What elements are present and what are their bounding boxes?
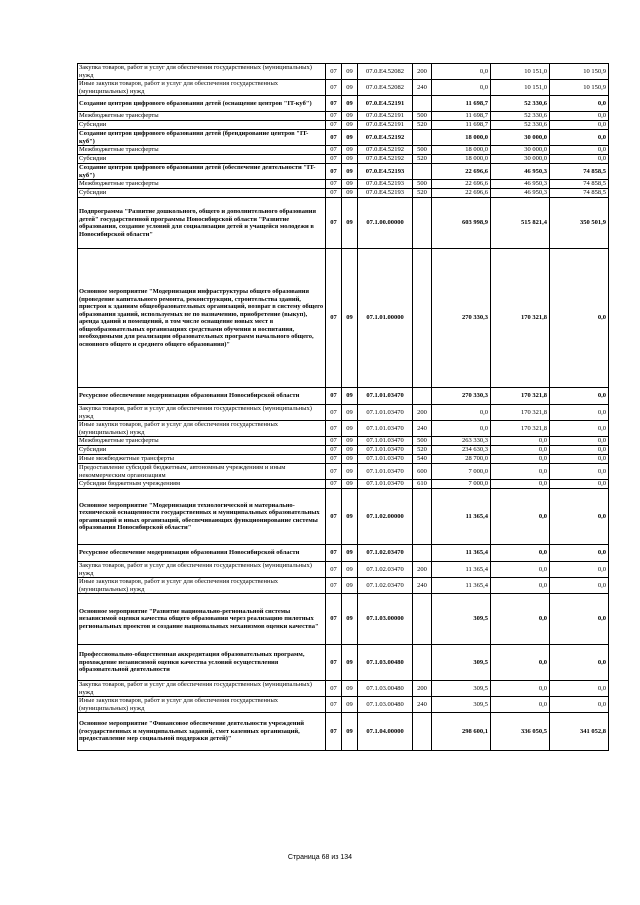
row-amount-2: 52 330,6 <box>491 121 550 130</box>
row-target-code: 07.1.01.03470 <box>358 405 413 421</box>
row-target-code: 07.0.E4.52191 <box>358 112 413 121</box>
row-subsection: 09 <box>342 437 358 446</box>
row-expense-type <box>413 545 432 562</box>
row-name: Межбюджетные трансферты <box>78 437 326 446</box>
row-section: 07 <box>326 121 342 130</box>
row-amount-3: 0,0 <box>550 130 609 146</box>
row-name: Иные закупки товаров, работ и услуг для обеспечения государственных (муниципальных) нужд <box>78 80 326 96</box>
row-target-code: 07.1.01.03470 <box>358 437 413 446</box>
row-expense-type: 200 <box>413 64 432 80</box>
table-row <box>78 464 609 480</box>
row-target-code: 07.1.01.00000 <box>358 249 413 388</box>
row-amount-2: 170 321,8 <box>491 421 550 437</box>
row-subsection: 09 <box>342 388 358 405</box>
row-amount-2: 0,0 <box>491 681 550 697</box>
row-target-code: 07.1.04.00000 <box>358 713 413 751</box>
row-amount-1: 11 365,4 <box>432 578 491 594</box>
row-amount-1: 0,0 <box>432 64 491 80</box>
row-name: Закупка товаров, работ и услуг для обеспечения государственных (муниципальных) нужд <box>78 562 326 578</box>
row-name: Профессионально-общественная аккредитация образовательных программ, прохождение независимой оценки качества условий осуществления образовательной деятельности <box>78 645 326 681</box>
row-amount-2: 170 321,8 <box>491 405 550 421</box>
table-row <box>78 681 609 697</box>
row-name: Закупка товаров, работ и услуг для обеспечения государственных (муниципальных) нужд <box>78 405 326 421</box>
row-subsection: 09 <box>342 645 358 681</box>
row-amount-2: 52 330,6 <box>491 112 550 121</box>
row-target-code: 07.1.02.00000 <box>358 489 413 545</box>
row-expense-type: 200 <box>413 562 432 578</box>
row-subsection: 09 <box>342 164 358 180</box>
row-section: 07 <box>326 446 342 455</box>
row-name: Создание центров цифрового образования детей (обеспечение деятельности "IT-куб") <box>78 164 326 180</box>
row-section: 07 <box>326 578 342 594</box>
row-amount-1: 309,5 <box>432 594 491 645</box>
table-row <box>78 249 609 388</box>
table-row <box>78 112 609 121</box>
table-row <box>78 80 609 96</box>
row-amount-3: 0,0 <box>550 578 609 594</box>
row-subsection: 09 <box>342 697 358 713</box>
row-section: 07 <box>326 480 342 489</box>
row-subsection: 09 <box>342 562 358 578</box>
row-subsection: 09 <box>342 681 358 697</box>
row-amount-1: 298 600,1 <box>432 713 491 751</box>
row-amount-2: 30 000,0 <box>491 130 550 146</box>
row-section: 07 <box>326 645 342 681</box>
table-row <box>78 180 609 189</box>
table-row <box>78 455 609 464</box>
row-expense-type: 240 <box>413 578 432 594</box>
row-amount-3: 74 858,5 <box>550 189 609 198</box>
row-amount-2: 30 000,0 <box>491 155 550 164</box>
row-amount-3: 0,0 <box>550 480 609 489</box>
row-amount-2: 0,0 <box>491 645 550 681</box>
row-name: Создание центров цифрового образования детей (брендирование центров "IT-куб") <box>78 130 326 146</box>
row-expense-type: 240 <box>413 697 432 713</box>
row-name: Основное мероприятие "Развитие национально-региональной системы независимой оценки качества общего образования через реализацию пилотных региональных проектов и создание национальных механизмов оценки качества" <box>78 594 326 645</box>
row-expense-type <box>413 645 432 681</box>
row-subsection: 09 <box>342 249 358 388</box>
row-amount-3: 0,0 <box>550 489 609 545</box>
row-section: 07 <box>326 189 342 198</box>
row-amount-1: 7 000,0 <box>432 480 491 489</box>
row-expense-type <box>413 198 432 249</box>
row-target-code: 07.0.E4.52082 <box>358 80 413 96</box>
table-row <box>78 489 609 545</box>
row-section: 07 <box>326 130 342 146</box>
row-expense-type <box>413 96 432 112</box>
row-subsection: 09 <box>342 455 358 464</box>
row-target-code: 07.0.E4.52192 <box>358 130 413 146</box>
row-amount-1: 0,0 <box>432 421 491 437</box>
row-expense-type <box>413 594 432 645</box>
table-row <box>78 713 609 751</box>
row-amount-1: 18 000,0 <box>432 146 491 155</box>
row-target-code: 07.0.E4.52192 <box>358 155 413 164</box>
row-amount-3: 10 150,9 <box>550 64 609 80</box>
row-expense-type: 500 <box>413 180 432 189</box>
row-amount-3: 0,0 <box>550 545 609 562</box>
row-amount-1: 309,5 <box>432 681 491 697</box>
row-amount-3: 0,0 <box>550 645 609 681</box>
row-amount-2: 170 321,8 <box>491 388 550 405</box>
row-section: 07 <box>326 155 342 164</box>
row-name: Межбюджетные трансферты <box>78 146 326 155</box>
row-amount-3: 0,0 <box>550 464 609 480</box>
row-subsection: 09 <box>342 446 358 455</box>
row-subsection: 09 <box>342 464 358 480</box>
row-amount-3: 0,0 <box>550 112 609 121</box>
table-row <box>78 645 609 681</box>
table-row <box>78 578 609 594</box>
row-name: Субсидии <box>78 121 326 130</box>
row-amount-1: 28 700,0 <box>432 455 491 464</box>
row-name: Субсидии бюджетным учреждениям <box>78 480 326 489</box>
row-target-code: 07.1.02.03470 <box>358 545 413 562</box>
row-amount-1: 11 698,7 <box>432 112 491 121</box>
table-row <box>78 164 609 180</box>
row-target-code: 07.1.02.03470 <box>358 578 413 594</box>
row-expense-type: 200 <box>413 681 432 697</box>
row-amount-3: 0,0 <box>550 455 609 464</box>
row-target-code: 07.1.01.03470 <box>358 455 413 464</box>
row-section: 07 <box>326 146 342 155</box>
row-amount-1: 309,5 <box>432 697 491 713</box>
row-target-code: 07.1.02.03470 <box>358 562 413 578</box>
table-row <box>78 155 609 164</box>
row-subsection: 09 <box>342 189 358 198</box>
row-subsection: 09 <box>342 64 358 80</box>
row-expense-type: 500 <box>413 112 432 121</box>
page-footer: Страница 68 из 134 <box>287 854 353 861</box>
row-section: 07 <box>326 562 342 578</box>
row-target-code: 07.0.E4.52082 <box>358 64 413 80</box>
row-subsection: 09 <box>342 146 358 155</box>
row-amount-1: 234 630,3 <box>432 446 491 455</box>
row-subsection: 09 <box>342 405 358 421</box>
row-subsection: 09 <box>342 80 358 96</box>
row-expense-type: 610 <box>413 480 432 489</box>
row-amount-3: 0,0 <box>550 446 609 455</box>
row-amount-2: 0,0 <box>491 464 550 480</box>
row-amount-2: 10 151,0 <box>491 80 550 96</box>
row-subsection: 09 <box>342 578 358 594</box>
row-amount-3: 74 858,5 <box>550 180 609 189</box>
row-section: 07 <box>326 681 342 697</box>
row-amount-2: 46 950,3 <box>491 189 550 198</box>
row-subsection: 09 <box>342 480 358 489</box>
row-target-code: 07.1.03.00480 <box>358 681 413 697</box>
row-subsection: 09 <box>342 112 358 121</box>
row-target-code: 07.1.01.03470 <box>358 446 413 455</box>
row-subsection: 09 <box>342 155 358 164</box>
row-amount-1: 22 696,6 <box>432 189 491 198</box>
row-name: Ресурсное обеспечение модернизации образования Новосибирской области <box>78 388 326 405</box>
row-expense-type <box>413 388 432 405</box>
row-expense-type: 520 <box>413 446 432 455</box>
row-amount-1: 0,0 <box>432 405 491 421</box>
row-amount-2: 10 151,0 <box>491 64 550 80</box>
budget-table <box>77 63 609 751</box>
row-subsection: 09 <box>342 545 358 562</box>
row-target-code: 07.1.03.00480 <box>358 697 413 713</box>
row-section: 07 <box>326 96 342 112</box>
row-amount-2: 0,0 <box>491 489 550 545</box>
row-name: Субсидии <box>78 189 326 198</box>
row-section: 07 <box>326 489 342 545</box>
row-amount-1: 22 696,6 <box>432 180 491 189</box>
table-row <box>78 562 609 578</box>
row-amount-3: 0,0 <box>550 96 609 112</box>
row-section: 07 <box>326 437 342 446</box>
row-amount-2: 0,0 <box>491 480 550 489</box>
table-row <box>78 198 609 249</box>
row-target-code: 07.1.01.03470 <box>358 421 413 437</box>
row-expense-type: 520 <box>413 121 432 130</box>
row-name: Основное мероприятие "Финансовое обеспечение деятельности учреждений (государственных и муниципальных заданий, смет казенных организаций, предоставление мер социальной поддержки детей)" <box>78 713 326 751</box>
row-section: 07 <box>326 697 342 713</box>
row-subsection: 09 <box>342 713 358 751</box>
row-section: 07 <box>326 545 342 562</box>
row-amount-2: 170 321,8 <box>491 249 550 388</box>
row-expense-type <box>413 249 432 388</box>
row-amount-2: 0,0 <box>491 562 550 578</box>
row-target-code: 07.0.E4.52191 <box>358 96 413 112</box>
table-row <box>78 480 609 489</box>
row-expense-type <box>413 489 432 545</box>
row-target-code: 07.1.00.00000 <box>358 198 413 249</box>
row-amount-3: 74 858,5 <box>550 164 609 180</box>
row-name: Субсидии <box>78 446 326 455</box>
row-amount-3: 0,0 <box>550 594 609 645</box>
row-expense-type <box>413 713 432 751</box>
row-amount-2: 46 950,3 <box>491 164 550 180</box>
row-name: Иные закупки товаров, работ и услуг для обеспечения государственных (муниципальных) нужд <box>78 578 326 594</box>
row-subsection: 09 <box>342 198 358 249</box>
row-amount-1: 270 330,3 <box>432 388 491 405</box>
row-target-code: 07.1.03.00000 <box>358 594 413 645</box>
row-expense-type: 500 <box>413 437 432 446</box>
row-section: 07 <box>326 80 342 96</box>
row-amount-2: 0,0 <box>491 578 550 594</box>
row-amount-1: 18 000,0 <box>432 130 491 146</box>
row-section: 07 <box>326 64 342 80</box>
row-amount-2: 515 821,4 <box>491 198 550 249</box>
row-section: 07 <box>326 249 342 388</box>
row-amount-1: 0,0 <box>432 80 491 96</box>
row-amount-3: 0,0 <box>550 681 609 697</box>
row-expense-type: 600 <box>413 464 432 480</box>
row-subsection: 09 <box>342 121 358 130</box>
row-name: Иные закупки товаров, работ и услуг для обеспечения государственных (муниципальных) нужд <box>78 697 326 713</box>
row-target-code: 07.0.E4.52192 <box>358 146 413 155</box>
table-row <box>78 697 609 713</box>
row-target-code: 07.0.E4.52193 <box>358 189 413 198</box>
row-expense-type: 200 <box>413 405 432 421</box>
row-name: Закупка товаров, работ и услуг для обеспечения государственных (муниципальных) нужд <box>78 64 326 80</box>
row-name: Создание центров цифрового образования детей (оснащение центров "IT-куб") <box>78 96 326 112</box>
row-expense-type <box>413 130 432 146</box>
row-amount-2: 0,0 <box>491 697 550 713</box>
row-amount-3: 0,0 <box>550 249 609 388</box>
row-amount-1: 7 000,0 <box>432 464 491 480</box>
row-name: Иные межбюджетные трансферты <box>78 455 326 464</box>
row-amount-1: 22 696,6 <box>432 164 491 180</box>
table-row <box>78 388 609 405</box>
row-subsection: 09 <box>342 489 358 545</box>
table-row <box>78 446 609 455</box>
row-section: 07 <box>326 455 342 464</box>
row-amount-2: 0,0 <box>491 446 550 455</box>
row-expense-type: 520 <box>413 189 432 198</box>
row-amount-3: 0,0 <box>550 562 609 578</box>
row-name: Ресурсное обеспечение модернизации образования Новосибирской области <box>78 545 326 562</box>
row-expense-type: 520 <box>413 155 432 164</box>
row-section: 07 <box>326 421 342 437</box>
row-expense-type: 240 <box>413 421 432 437</box>
row-amount-3: 0,0 <box>550 121 609 130</box>
row-target-code: 07.1.01.03470 <box>358 388 413 405</box>
row-subsection: 09 <box>342 594 358 645</box>
row-amount-3: 0,0 <box>550 421 609 437</box>
row-name: Основное мероприятие "Модернизация инфраструктуры общего образования (проведение капитального ремонта, реконструкции, строительства зданий, пристроя к зданиям общеобразовательных организаций, возврат в систему общего образования зданий, используемых не по назначению, приобретение (выкуп), аренда зданий и помещений, в том числе оснащение новых мест в общеобразовательных организациях средствами обучения и воспитания, необходимыми для реализации образовательных программ начального общего, основного общего и среднего общего образования)" <box>78 249 326 388</box>
row-section: 07 <box>326 388 342 405</box>
row-section: 07 <box>326 180 342 189</box>
row-amount-2: 0,0 <box>491 455 550 464</box>
row-name: Подпрограмма "Развитие дошкольного, общего и дополнительного образования детей" государственной программы Новосибирской области "Развитие образования, создание условий для социализации детей и учащейся молодежи в Новосибирской области" <box>78 198 326 249</box>
row-name: Межбюджетные трансферты <box>78 112 326 121</box>
row-target-code: 07.0.E4.52193 <box>358 180 413 189</box>
row-amount-2: 0,0 <box>491 545 550 562</box>
row-section: 07 <box>326 164 342 180</box>
row-amount-2: 30 000,0 <box>491 146 550 155</box>
table-row <box>78 64 609 80</box>
row-amount-3: 0,0 <box>550 155 609 164</box>
table-row <box>78 146 609 155</box>
row-amount-3: 350 501,9 <box>550 198 609 249</box>
row-section: 07 <box>326 594 342 645</box>
row-amount-3: 0,0 <box>550 405 609 421</box>
row-subsection: 09 <box>342 421 358 437</box>
row-amount-1: 270 330,3 <box>432 249 491 388</box>
table-row <box>78 189 609 198</box>
row-amount-2: 0,0 <box>491 594 550 645</box>
row-target-code: 07.0.E4.52193 <box>358 164 413 180</box>
row-section: 07 <box>326 713 342 751</box>
table-row <box>78 405 609 421</box>
row-amount-3: 0,0 <box>550 437 609 446</box>
row-name: Субсидии <box>78 155 326 164</box>
row-amount-3: 0,0 <box>550 697 609 713</box>
row-name: Основное мероприятие "Модернизация технологической и материально-технической оснащенности государственных и муниципальных образовательных организаций и иных организаций, обеспечивающих функционирование системы образования Новосибирской области" <box>78 489 326 545</box>
row-amount-1: 18 000,0 <box>432 155 491 164</box>
table-row <box>78 121 609 130</box>
row-name: Закупка товаров, работ и услуг для обеспечения государственных (муниципальных) нужд <box>78 681 326 697</box>
row-amount-1: 11 365,4 <box>432 562 491 578</box>
row-subsection: 09 <box>342 96 358 112</box>
row-amount-1: 11 365,4 <box>432 489 491 545</box>
row-name: Иные закупки товаров, работ и услуг для обеспечения государственных (муниципальных) нужд <box>78 421 326 437</box>
table-row <box>78 96 609 112</box>
table-row <box>78 421 609 437</box>
table-row <box>78 594 609 645</box>
row-section: 07 <box>326 405 342 421</box>
row-target-code: 07.1.01.03470 <box>358 464 413 480</box>
row-expense-type: 240 <box>413 80 432 96</box>
row-amount-3: 341 052,8 <box>550 713 609 751</box>
row-expense-type: 500 <box>413 146 432 155</box>
table-row <box>78 545 609 562</box>
row-name: Межбюджетные трансферты <box>78 180 326 189</box>
row-expense-type: 540 <box>413 455 432 464</box>
row-expense-type <box>413 164 432 180</box>
row-target-code: 07.1.01.03470 <box>358 480 413 489</box>
row-target-code: 07.0.E4.52191 <box>358 121 413 130</box>
row-amount-1: 263 330,3 <box>432 437 491 446</box>
row-amount-2: 52 330,6 <box>491 96 550 112</box>
row-section: 07 <box>326 464 342 480</box>
row-amount-2: 0,0 <box>491 437 550 446</box>
row-section: 07 <box>326 112 342 121</box>
row-section: 07 <box>326 198 342 249</box>
row-amount-1: 309,5 <box>432 645 491 681</box>
row-target-code: 07.1.03.00480 <box>358 645 413 681</box>
row-amount-3: 0,0 <box>550 146 609 155</box>
row-subsection: 09 <box>342 130 358 146</box>
table-row <box>78 130 609 146</box>
row-amount-3: 10 150,9 <box>550 80 609 96</box>
row-amount-2: 46 950,3 <box>491 180 550 189</box>
row-amount-1: 11 698,7 <box>432 96 491 112</box>
row-amount-1: 603 998,9 <box>432 198 491 249</box>
row-amount-1: 11 698,7 <box>432 121 491 130</box>
row-amount-3: 0,0 <box>550 388 609 405</box>
row-amount-2: 336 050,5 <box>491 713 550 751</box>
row-name: Предоставление субсидий бюджетным, автономным учреждениям и иным некоммерческим организациям <box>78 464 326 480</box>
row-subsection: 09 <box>342 180 358 189</box>
table-row <box>78 437 609 446</box>
row-amount-1: 11 365,4 <box>432 545 491 562</box>
